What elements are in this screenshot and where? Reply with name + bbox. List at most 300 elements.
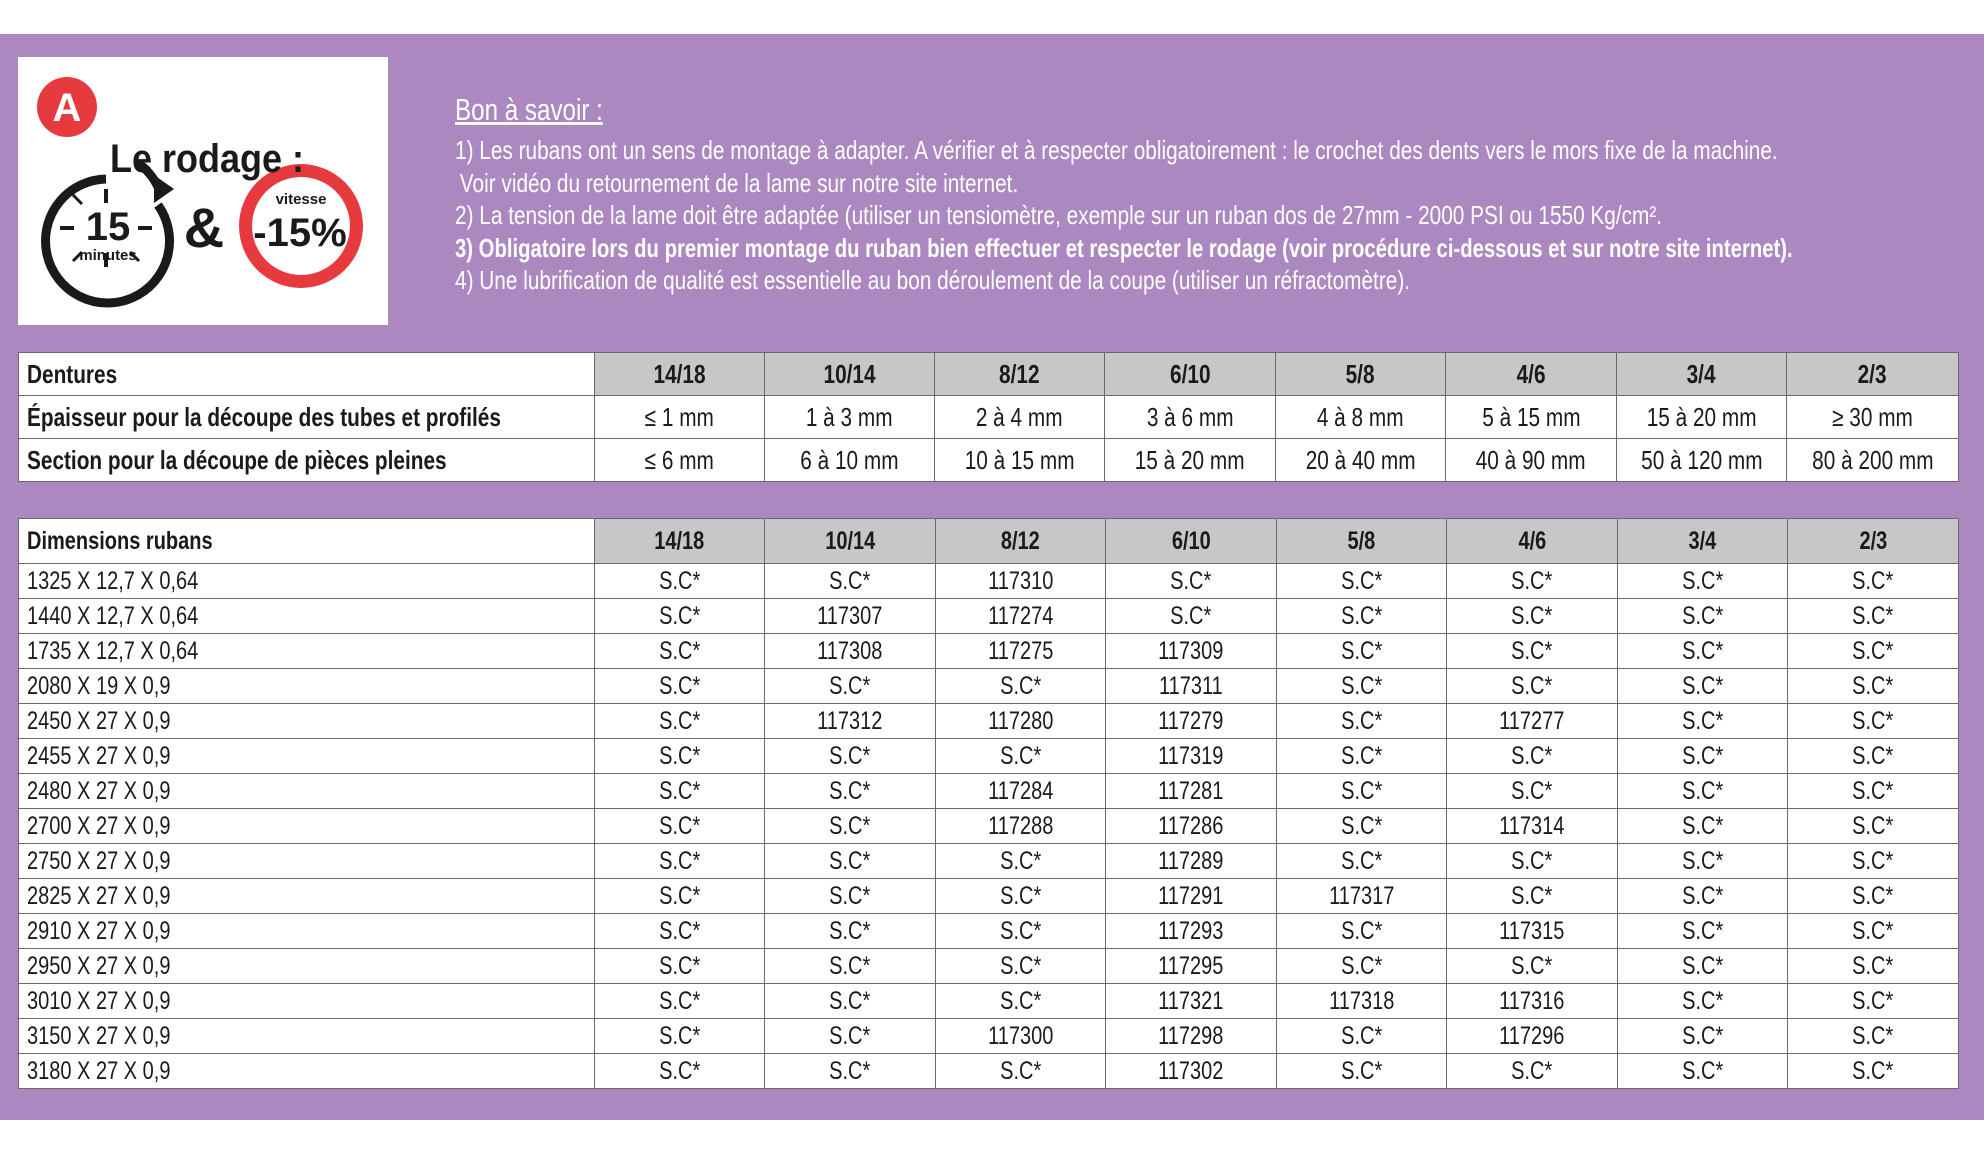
table-cell	[1617, 396, 1787, 439]
table-cell-text: 1 à 3 mm	[806, 401, 893, 432]
reference-cell	[1277, 599, 1447, 634]
column-header-text: 6/10	[1169, 358, 1211, 389]
column-header-text: 3/4	[1687, 358, 1716, 389]
reference-cell	[1788, 984, 1959, 1019]
reference-cell	[1106, 1054, 1277, 1089]
reference-cell-text: S.C*	[658, 951, 701, 980]
teeth-table	[18, 352, 1959, 482]
table-cell-text: ≥ 30 mm	[1832, 401, 1913, 432]
row-label-text: Dentures	[27, 358, 118, 389]
reference-cell-text: S.C*	[1340, 706, 1383, 735]
column-header-text: 8/12	[1001, 526, 1040, 555]
table-row	[19, 844, 1959, 879]
reference-cell	[595, 669, 765, 704]
column-header-text: 5/8	[1347, 526, 1376, 555]
reference-cell	[1788, 1054, 1959, 1089]
reference-cell	[1618, 634, 1788, 669]
column-header	[936, 519, 1106, 564]
column-header	[1788, 519, 1959, 564]
column-header	[1617, 353, 1787, 396]
dimension-label	[19, 1054, 595, 1089]
dimensions-header-label-text: Dimensions rubans	[27, 526, 213, 555]
column-header-text: 4/6	[1516, 358, 1546, 389]
reference-cell-text: S.C*	[1681, 1021, 1724, 1050]
reference-cell-text: S.C*	[1340, 566, 1383, 595]
reference-cell-text: S.C*	[999, 846, 1042, 875]
table-cell-text: 15 à 20 mm	[1646, 401, 1757, 432]
reference-cell	[1618, 704, 1788, 739]
reference-cell-text: S.C*	[829, 881, 871, 910]
reference-cell-text: S.C*	[1340, 951, 1383, 980]
table-cell	[765, 439, 935, 482]
column-header-text: 10/14	[823, 358, 876, 389]
reference-cell-text: S.C*	[1852, 776, 1894, 805]
reference-cell-text: S.C*	[1340, 776, 1383, 805]
reference-cell	[1618, 1019, 1788, 1054]
reference-cell-text: S.C*	[1852, 881, 1894, 910]
dimension-label	[19, 599, 595, 634]
reference-cell-text: S.C*	[1681, 636, 1724, 665]
reference-cell	[1788, 704, 1959, 739]
reference-cell	[1106, 599, 1277, 634]
reference-cell	[1106, 879, 1277, 914]
reference-cell	[1277, 1054, 1447, 1089]
reference-cell	[765, 564, 936, 599]
reference-cell-text: S.C*	[1852, 671, 1894, 700]
reference-cell	[595, 599, 765, 634]
reference-cell-text: 117311	[1159, 671, 1223, 700]
reference-cell-text: S.C*	[999, 671, 1042, 700]
reference-cell	[1277, 564, 1447, 599]
reference-cell-text: S.C*	[658, 811, 701, 840]
reference-cell	[765, 774, 936, 809]
reference-cell	[1106, 1019, 1277, 1054]
dimension-label	[19, 879, 595, 914]
table-cell-text: 20 à 40 mm	[1305, 444, 1416, 475]
reference-cell-text: S.C*	[829, 916, 871, 945]
table-cell	[1787, 439, 1959, 482]
reference-cell	[765, 634, 936, 669]
reference-cell-text: S.C*	[658, 1021, 701, 1050]
column-header	[765, 353, 935, 396]
reference-cell-text: S.C*	[1340, 741, 1383, 770]
table-cell-text: 15 à 20 mm	[1135, 444, 1245, 475]
reference-cell-text: S.C*	[829, 1056, 871, 1085]
table-cell	[1105, 439, 1276, 482]
reference-cell	[1618, 739, 1788, 774]
reference-cell-text: S.C*	[658, 636, 701, 665]
dimension-label	[19, 634, 595, 669]
reference-cell-text: 117310	[987, 566, 1054, 595]
table-row	[19, 739, 1959, 774]
reference-cell	[1106, 704, 1277, 739]
reference-cell-text: S.C*	[1681, 846, 1724, 875]
reference-cell-text: S.C*	[658, 986, 701, 1015]
reference-cell	[1106, 914, 1277, 949]
reference-cell	[1788, 599, 1959, 634]
reference-cell	[1277, 634, 1447, 669]
reference-cell	[1788, 879, 1959, 914]
column-header	[1106, 519, 1277, 564]
reference-cell	[595, 1019, 765, 1054]
reference-cell	[595, 984, 765, 1019]
reference-cell	[1106, 844, 1277, 879]
reference-cell	[595, 739, 765, 774]
reference-cell	[936, 984, 1106, 1019]
dimension-label-text: 3010 X 27 X 0,9	[27, 986, 171, 1015]
reference-cell-text: S.C*	[658, 601, 701, 630]
reference-cell	[765, 809, 936, 844]
reference-cell	[1788, 809, 1959, 844]
table-cell	[765, 396, 935, 439]
reference-cell-text: 117295	[1158, 951, 1224, 980]
reference-cell	[765, 844, 936, 879]
reference-cell-text: S.C*	[829, 846, 871, 875]
reference-cell	[765, 914, 936, 949]
reference-cell-text: S.C*	[999, 881, 1042, 910]
reference-cell	[595, 879, 765, 914]
row-label	[19, 353, 595, 396]
dimension-label-text: 2450 X 27 X 0,9	[27, 706, 171, 735]
dimension-label	[19, 669, 595, 704]
reference-cell	[1618, 1054, 1788, 1089]
reference-cell	[1788, 564, 1959, 599]
reference-cell	[1277, 984, 1447, 1019]
row-label	[19, 396, 595, 439]
info-line-1b: Voir vidéo du retournement de la lame sur notre site internet.	[459, 167, 1019, 198]
reference-cell	[1618, 564, 1788, 599]
table-cell-text: 5 à 15 mm	[1481, 401, 1581, 432]
reference-cell	[1447, 739, 1618, 774]
reference-cell-text: 117309	[1158, 636, 1224, 665]
reference-cell	[1447, 704, 1618, 739]
column-header	[1787, 353, 1959, 396]
column-header	[1276, 353, 1446, 396]
reference-cell-text: 117275	[987, 636, 1054, 665]
column-header	[935, 353, 1105, 396]
dimension-label	[19, 704, 595, 739]
dimensions-header-row	[19, 519, 1959, 564]
reference-cell-text: 117318	[1328, 986, 1395, 1015]
table-cell-text: 6 à 10 mm	[800, 444, 899, 475]
dimension-label	[19, 739, 595, 774]
reference-cell-text: S.C*	[1681, 916, 1724, 945]
reference-cell	[595, 914, 765, 949]
table-cell-text: 3 à 6 mm	[1146, 401, 1234, 432]
reference-cell	[1447, 984, 1618, 1019]
reference-cell-text: 117277	[1499, 706, 1565, 735]
reference-cell-text: S.C*	[1681, 566, 1724, 595]
reference-cell-text: S.C*	[1852, 811, 1894, 840]
column-header-text: 2/3	[1858, 358, 1887, 389]
reference-cell-text: 117289	[1158, 846, 1224, 875]
reference-cell-text: 117293	[1158, 916, 1224, 945]
table-cell	[1787, 396, 1959, 439]
reference-cell-text: S.C*	[1340, 811, 1383, 840]
reference-cell	[1788, 774, 1959, 809]
info-line-4: 4) Une lubrification de qualité est essentielle au bon déroulement de la coupe (utiliser un réfractomètre).	[455, 265, 1411, 295]
reference-cell-text: S.C*	[1852, 951, 1894, 980]
column-header	[1618, 519, 1788, 564]
badge-a-letter: A	[52, 86, 82, 130]
reference-cell	[1106, 809, 1277, 844]
column-header-text: 10/14	[824, 526, 876, 555]
reference-cell	[1277, 1019, 1447, 1054]
reference-cell	[1618, 844, 1788, 879]
dimensions-header-label	[19, 519, 595, 564]
reference-cell-text: S.C*	[1681, 881, 1724, 910]
column-header-text: 6/10	[1171, 526, 1211, 555]
reference-cell-text: 117314	[1499, 811, 1565, 840]
reference-cell-text: S.C*	[1511, 671, 1553, 700]
reference-cell-text: 117288	[987, 811, 1054, 840]
table-row	[19, 1054, 1959, 1089]
reference-cell	[595, 844, 765, 879]
table-cell	[935, 396, 1105, 439]
reference-cell	[1106, 774, 1277, 809]
reference-cell	[595, 704, 765, 739]
reference-cell-text: 117298	[1158, 1021, 1224, 1050]
column-header-text: 4/6	[1518, 526, 1546, 555]
reference-cell	[595, 809, 765, 844]
reference-cell	[1447, 564, 1618, 599]
reference-cell-text: 117291	[1158, 881, 1224, 910]
dimension-label-text: 2825 X 27 X 0,9	[27, 881, 171, 910]
speed-label: vitesse	[275, 191, 327, 208]
speed-value: -15%	[253, 211, 347, 255]
dimension-label-text: 1735 X 12,7 X 0,64	[27, 636, 199, 665]
reference-cell	[595, 564, 765, 599]
reference-cell	[1788, 739, 1959, 774]
reference-cell-text: S.C*	[1681, 601, 1724, 630]
column-header	[1447, 519, 1618, 564]
dimension-label	[19, 809, 595, 844]
reference-cell	[936, 704, 1106, 739]
table-cell	[1617, 439, 1787, 482]
reference-cell-text: 117300	[987, 1021, 1054, 1050]
column-header	[595, 353, 765, 396]
reference-cell	[765, 984, 936, 1019]
teeth-row	[19, 396, 1959, 439]
reference-cell	[1447, 844, 1618, 879]
column-header	[1105, 353, 1276, 396]
dimension-label-text: 2480 X 27 X 0,9	[27, 776, 171, 805]
reference-cell	[1618, 669, 1788, 704]
reference-cell	[1788, 844, 1959, 879]
reference-cell	[1618, 949, 1788, 984]
reference-cell	[765, 1054, 936, 1089]
reference-cell	[765, 599, 936, 634]
reference-cell	[1618, 599, 1788, 634]
table-row	[19, 599, 1959, 634]
table-cell-text: 50 à 120 mm	[1640, 444, 1763, 475]
reference-cell	[1277, 669, 1447, 704]
table-row	[19, 809, 1959, 844]
reference-cell	[1277, 809, 1447, 844]
table-cell-text: 80 à 200 mm	[1811, 444, 1934, 475]
reference-cell-text: S.C*	[1170, 566, 1212, 595]
reference-cell-text: 117321	[1158, 986, 1224, 1015]
reference-cell-text: S.C*	[1852, 706, 1894, 735]
table-row	[19, 634, 1959, 669]
dimension-label-text: 1440 X 12,7 X 0,64	[27, 601, 199, 630]
table-cell	[935, 439, 1105, 482]
reference-cell	[1447, 809, 1618, 844]
reference-cell-text: 117296	[1499, 1021, 1565, 1050]
reference-cell-text: S.C*	[1511, 1056, 1553, 1085]
reference-cell-text: S.C*	[1852, 986, 1894, 1015]
reference-cell-text: S.C*	[1511, 776, 1553, 805]
timer-unit: minutes	[79, 247, 137, 264]
reference-cell-text: S.C*	[829, 811, 871, 840]
reference-cell-text: 117280	[987, 706, 1054, 735]
reference-cell-text: S.C*	[829, 776, 871, 805]
teeth-row	[19, 439, 1959, 482]
table-cell-text: 10 à 15 mm	[964, 444, 1075, 475]
reference-cell-text: 117319	[1158, 741, 1224, 770]
dimension-label	[19, 949, 595, 984]
reference-cell	[1277, 704, 1447, 739]
reference-cell	[765, 879, 936, 914]
dimension-label	[19, 984, 595, 1019]
reference-cell-text: 117274	[987, 601, 1054, 630]
reference-cell-text: S.C*	[658, 916, 701, 945]
reference-cell-text: S.C*	[829, 671, 871, 700]
info-line-1: 1) Les rubans ont un sens de montage à adapter. A vérifier et à respecter obligatoirement : le crochet des dents vers le mors fixe de la machine.	[455, 135, 1778, 165]
reference-cell	[936, 844, 1106, 879]
reference-cell-text: 117286	[1158, 811, 1224, 840]
reference-cell	[936, 1054, 1106, 1089]
info-line-3: 3) Obligatoire lors du premier montage du ruban bien effectuer et respecter le rodage (voir procédure ci-dessous et sur notre site internet).	[455, 232, 1793, 263]
table-cell-text: 40 à 90 mm	[1476, 444, 1586, 475]
reference-cell	[1788, 1019, 1959, 1054]
column-header-text: 5/8	[1346, 358, 1375, 389]
dimension-label	[19, 844, 595, 879]
dimension-label-text: 2700 X 27 X 0,9	[27, 811, 171, 840]
column-header-text: 3/4	[1688, 526, 1717, 555]
reference-cell	[936, 669, 1106, 704]
table-cell	[1276, 439, 1446, 482]
reference-cell	[936, 739, 1106, 774]
reference-cell	[1106, 669, 1277, 704]
break-in-illustration	[18, 57, 388, 325]
ampersand: &	[183, 196, 225, 259]
reference-cell	[1277, 844, 1447, 879]
reference-cell	[765, 949, 936, 984]
reference-cell-text: S.C*	[1340, 671, 1383, 700]
dimension-label-text: 3150 X 27 X 0,9	[27, 1021, 171, 1050]
reference-cell-text: S.C*	[999, 951, 1042, 980]
dimension-label	[19, 564, 595, 599]
table-cell	[1105, 396, 1276, 439]
reference-cell-text: 117302	[1158, 1056, 1224, 1085]
reference-cell-text: S.C*	[829, 986, 871, 1015]
table-cell-text: ≤ 1 mm	[644, 401, 715, 432]
table-row	[19, 1019, 1959, 1054]
reference-cell	[1447, 914, 1618, 949]
row-label	[19, 439, 595, 482]
reference-cell-text: 117284	[987, 776, 1054, 805]
reference-cell-text: S.C*	[829, 566, 871, 595]
reference-cell-text: S.C*	[999, 741, 1042, 770]
logo-title: Le rodage :	[110, 137, 305, 181]
table-cell	[1276, 396, 1446, 439]
reference-cell	[595, 949, 765, 984]
reference-cell-text: S.C*	[1852, 601, 1894, 630]
reference-cell-text: S.C*	[1852, 1021, 1894, 1050]
reference-cell-text: S.C*	[1340, 1056, 1383, 1085]
reference-cell-text: S.C*	[1340, 1021, 1383, 1050]
reference-cell	[1447, 599, 1618, 634]
table-row	[19, 669, 1959, 704]
column-header	[765, 519, 936, 564]
reference-cell-text: S.C*	[829, 741, 871, 770]
reference-cell	[1106, 984, 1277, 1019]
column-header-text: 14/18	[654, 526, 705, 555]
reference-cell-text: S.C*	[1852, 846, 1894, 875]
reference-cell-text: S.C*	[1511, 881, 1553, 910]
reference-cell-text: 117281	[1158, 776, 1224, 805]
reference-cell	[1277, 774, 1447, 809]
reference-cell	[765, 739, 936, 774]
reference-cell	[595, 634, 765, 669]
reference-cell	[1447, 634, 1618, 669]
dimension-label-text: 2750 X 27 X 0,9	[27, 846, 171, 875]
reference-cell-text: 117279	[1158, 706, 1224, 735]
reference-cell-text: S.C*	[1511, 601, 1553, 630]
reference-cell-text: S.C*	[1681, 671, 1724, 700]
reference-cell	[1447, 879, 1618, 914]
reference-cell-text: S.C*	[1852, 1056, 1894, 1085]
table-cell	[1446, 439, 1617, 482]
reference-cell-text: S.C*	[1681, 811, 1724, 840]
reference-cell-text: S.C*	[658, 776, 701, 805]
reference-cell-text: S.C*	[1681, 706, 1724, 735]
reference-cell	[936, 809, 1106, 844]
row-label-text: Épaisseur pour la découpe des tubes et profilés	[27, 401, 501, 432]
dimensions-table	[18, 518, 1959, 1089]
table-cell-text: 4 à 8 mm	[1317, 401, 1404, 432]
reference-cell	[765, 1019, 936, 1054]
table-cell	[595, 439, 765, 482]
reference-cell	[1618, 984, 1788, 1019]
column-header-text: 2/3	[1859, 526, 1887, 555]
column-header	[595, 519, 765, 564]
table-cell	[1446, 396, 1617, 439]
column-header-text: 14/18	[653, 358, 706, 389]
table-row	[19, 704, 1959, 739]
table-row	[19, 564, 1959, 599]
reference-cell	[765, 669, 936, 704]
reference-cell-text: S.C*	[1852, 636, 1894, 665]
reference-cell-text: S.C*	[658, 671, 701, 700]
reference-cell-text: S.C*	[1681, 776, 1724, 805]
good-to-know-block	[455, 92, 1955, 297]
reference-cell	[1618, 879, 1788, 914]
reference-cell	[1447, 949, 1618, 984]
table-cell-text: ≤ 6 mm	[644, 444, 715, 475]
reference-cell-text: 117312	[817, 706, 883, 735]
timer-value: 15	[85, 205, 131, 249]
reference-cell	[1618, 914, 1788, 949]
reference-cell	[1788, 949, 1959, 984]
dimension-label-text: 2950 X 27 X 0,9	[27, 951, 171, 980]
reference-cell-text: S.C*	[658, 741, 701, 770]
column-header-text: 8/12	[999, 358, 1040, 389]
reference-cell-text: S.C*	[658, 846, 701, 875]
info-line-2: 2) La tension de la lame doit être adaptée (utiliser un tensiomètre, exemple sur un ruban dos de 27mm - 2000 PSI ou 1550 Kg/cm².	[455, 200, 1663, 230]
reference-cell-text: S.C*	[1511, 951, 1553, 980]
